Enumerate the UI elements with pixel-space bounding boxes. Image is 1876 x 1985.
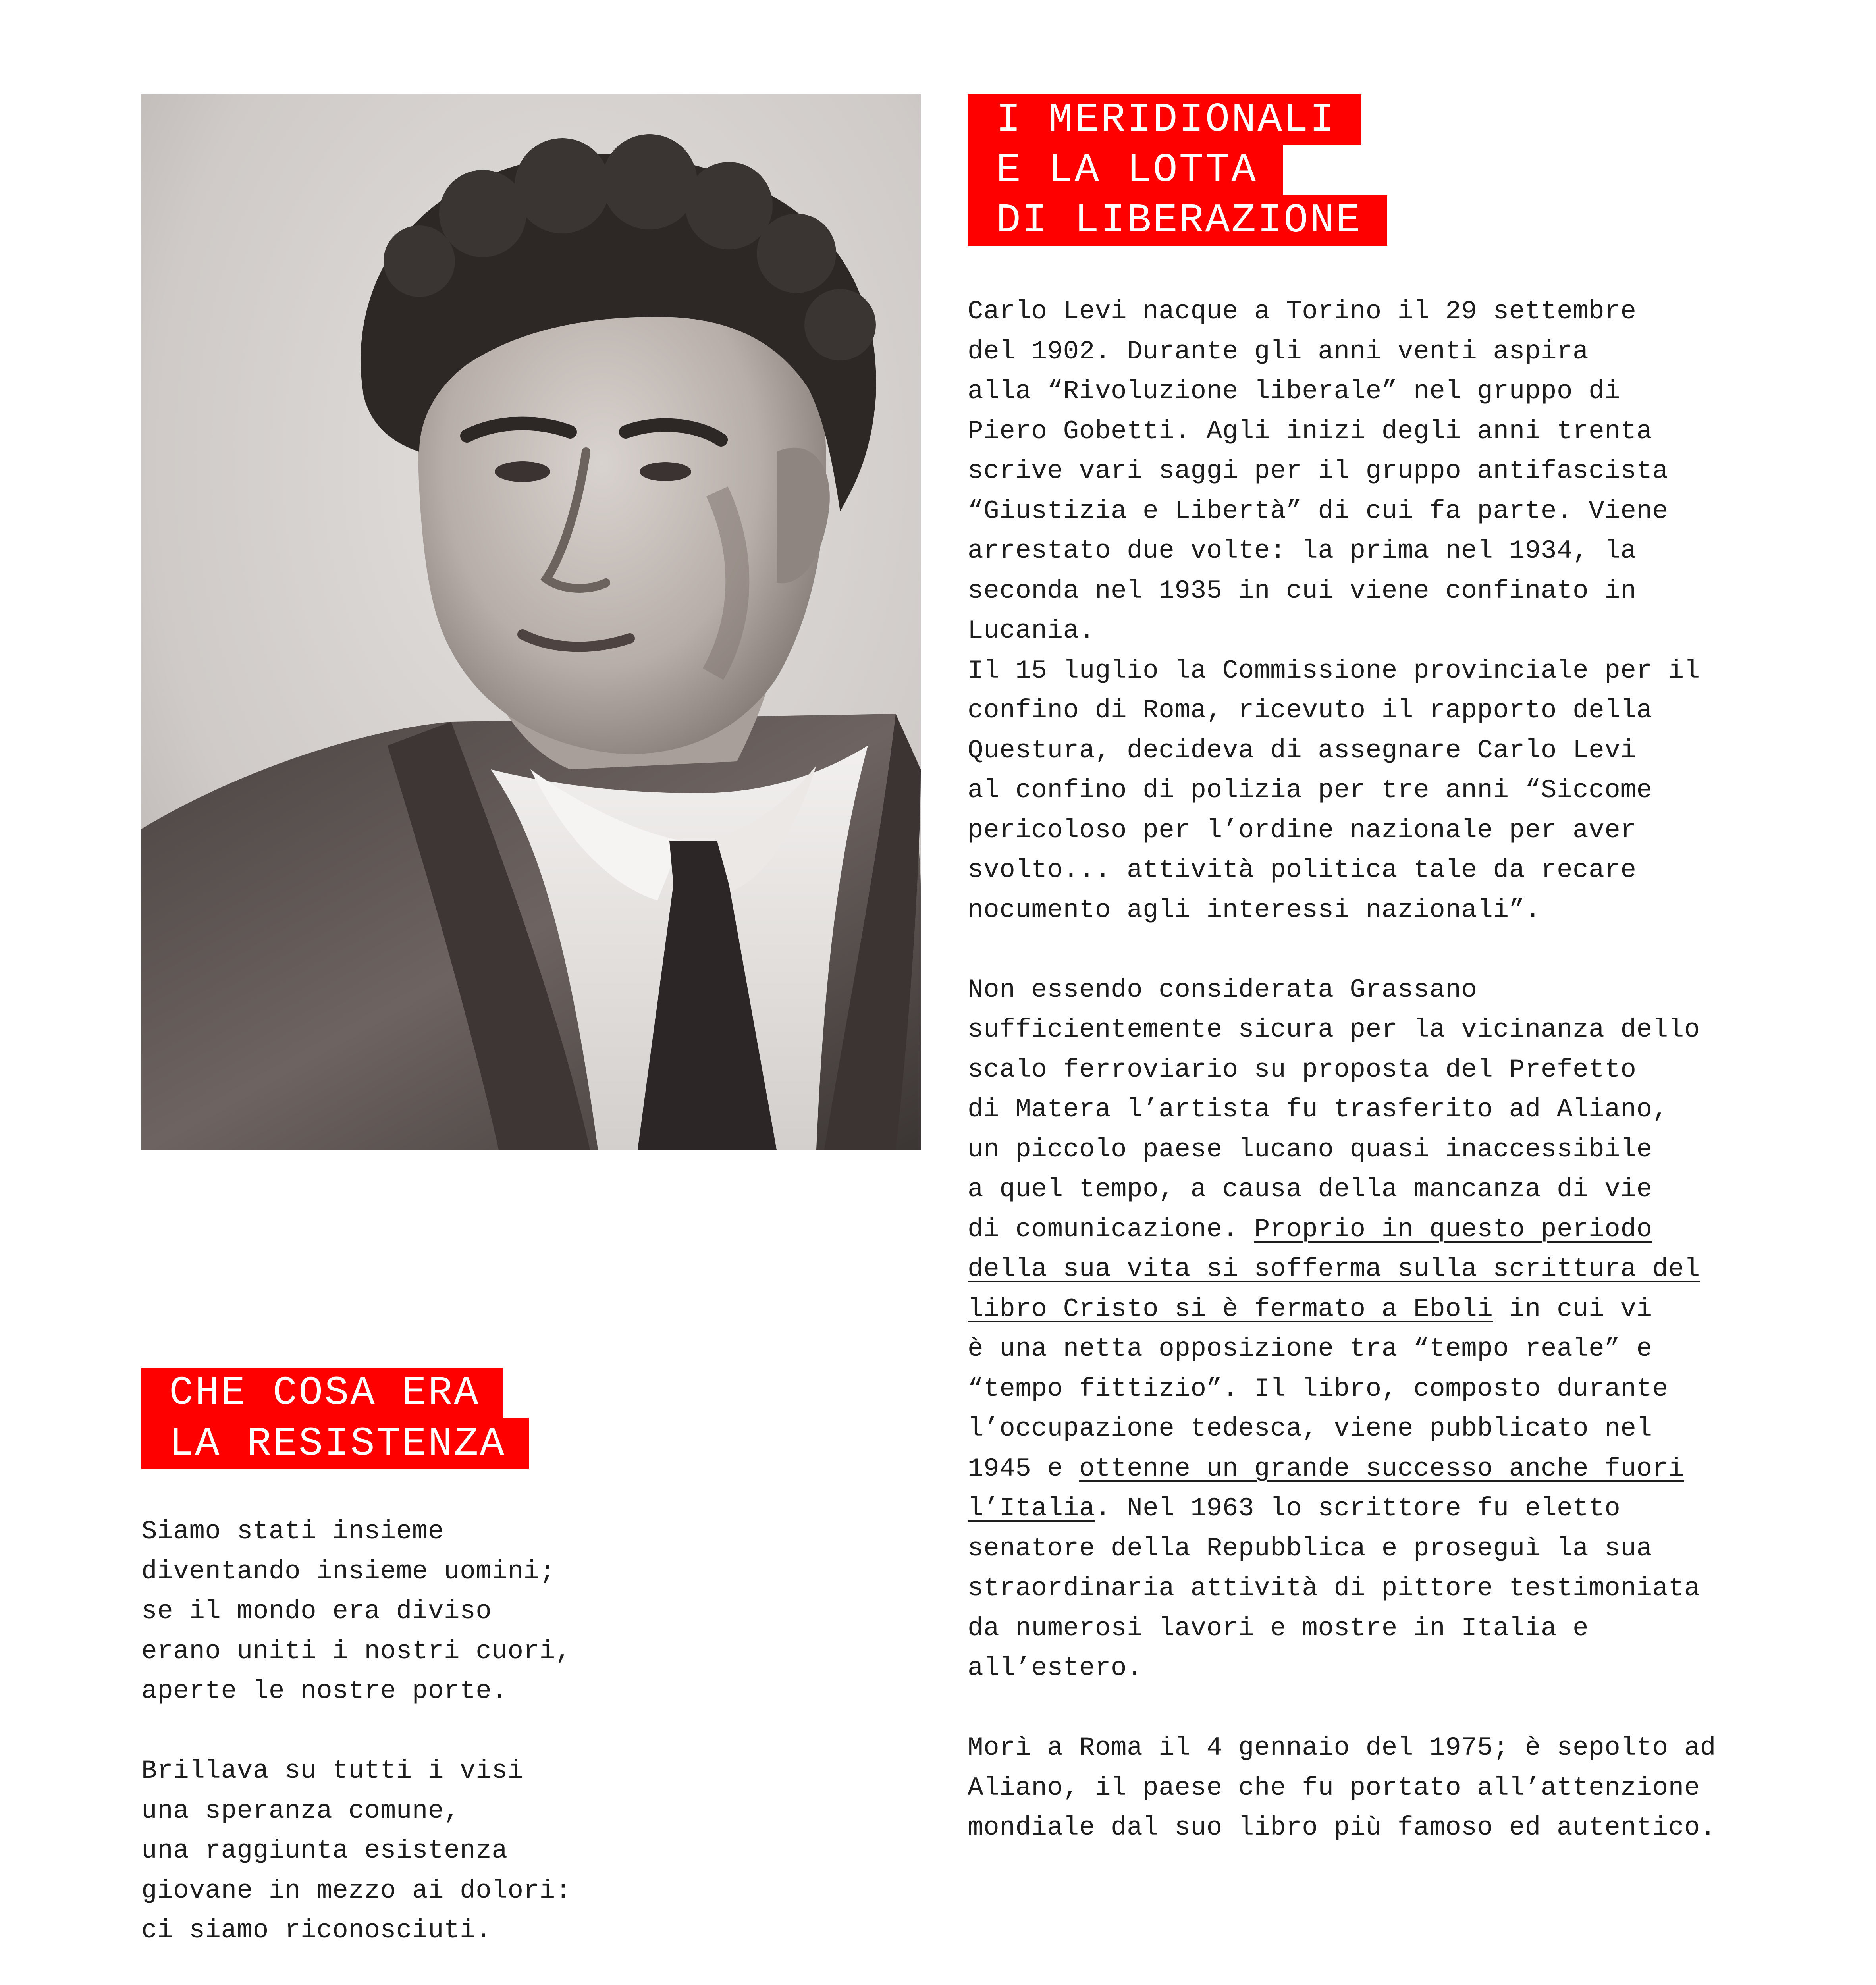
bio-text: in cui vi [1493,1294,1652,1324]
bio-line: Morì a Roma il 4 gennaio del 1975; è sepolto ad [968,1733,1716,1763]
paragraph-gap [968,930,1833,970]
bio-text: 1945 e [968,1453,1079,1484]
poem-line: giovane in mezzo ai dolori: [141,1875,571,1906]
bio-text: . Nel 1963 lo scrittore fu eletto [1095,1494,1621,1523]
bio-line: a quel tempo, a causa della mancanza di vie [968,1174,1652,1204]
bio-line: è una netta opposizione tra “tempo reale” e [968,1334,1652,1364]
biography-text [968,292,1833,1848]
main-title-line-2: E LA LOTTA [968,145,1283,195]
bio-text: di comunicazione. [968,1214,1254,1244]
poem-line: se il mondo era diviso [141,1596,492,1626]
poem-line: Siamo stati insieme [141,1517,444,1546]
bio-line [968,1489,1833,1529]
bio-line: svolto... attività politica tale da recare [968,855,1637,885]
bio-line: Questura, decideva di assegnare Carlo Levi [968,735,1637,765]
main-title-line-1: I MERIDIONALI [968,94,1361,145]
bio-line [968,1449,1833,1489]
bio-line: pericoloso per l’ordine nazionale per aver [968,815,1637,845]
bio-line: “Giustizia e Libertà” di cui fa parte. Viene [968,496,1668,526]
underlined-text: Proprio in questo periodo [1254,1214,1652,1244]
main-title-line-3: DI LIBERAZIONE [968,195,1387,246]
bio-line: “tempo fittizio”. Il libro, composto durante [968,1374,1668,1404]
bio-line: seconda nel 1935 in cui viene confinato in [968,576,1637,606]
bio-line [968,1249,1833,1289]
bio-line: Lucania. [968,616,1095,646]
underlined-text: ottenne un grande successo anche fuori [1079,1453,1684,1484]
poem-line: ci siamo riconosciuti. [141,1916,492,1945]
bio-line: Carlo Levi nacque a Torino il 29 settembre [968,297,1637,326]
bio-line: del 1902. Durante gli anni venti aspira [968,336,1589,366]
bio-line: scrive vari saggi per il gruppo antifascista [968,456,1668,486]
poem-line: una raggiunta esistenza [141,1836,508,1866]
poem-title [141,1368,529,1469]
bio-line: Piero Gobetti. Agli inizi degli anni trenta [968,416,1652,446]
bio-line: mondiale dal suo libro più famoso ed autentico. [968,1813,1716,1842]
bio-line: Il 15 luglio la Commissione provinciale per il [968,655,1700,686]
underlined-text: l’Italia [968,1494,1095,1523]
underlined-text: della sua vita si sofferma sulla scrittura del [968,1254,1700,1284]
bio-line: straordinaria attività di pittore testimoniata [968,1573,1700,1603]
poem-title-line-2: LA RESISTENZA [141,1418,529,1469]
bio-line: alla “Rivoluzione liberale” nel gruppo di [968,376,1621,406]
poem [141,1512,737,1985]
poem-line: una speranza comune, [141,1796,460,1826]
bio-line: confino di Roma, ricevuto il rapporto della [968,696,1652,725]
paragraph-gap [968,1688,1833,1729]
portrait-illustration [141,94,921,1150]
bio-line: scalo ferroviario su proposta del Prefetto [968,1054,1637,1085]
bio-line: senatore della Repubblica e proseguì la sua [968,1533,1652,1563]
bio-line: arrestato due volte: la prima nel 1934, la [968,536,1637,566]
poem-line: erano uniti i nostri cuori, [141,1636,571,1666]
underlined-book-title: libro Cristo si è fermato a Eboli [968,1294,1493,1324]
portrait-photo [141,94,921,1150]
bio-line [968,1210,1833,1250]
bio-line: l’occupazione tedesca, viene pubblicato nel [968,1414,1652,1443]
poem-line: aperte le nostre porte. [141,1676,508,1706]
bio-line: al confino di polizia per tre anni “Siccome [968,775,1652,805]
bio-line: un piccolo paese lucano quasi inaccessibile [968,1134,1652,1164]
stanza-gap [141,1711,737,1752]
bio-line: da numerosi lavori e mostre in Italia e [968,1613,1589,1643]
poem-title-line-1: CHE COSA ERA [141,1368,503,1418]
bio-line: Non essendo considerata Grassano [968,975,1477,1005]
stanza-gap [141,1951,737,1985]
bio-line [968,1289,1833,1330]
bio-line: di Matera l’artista fu trasferito ad Aliano, [968,1095,1668,1124]
poem-line: Brillava su tutti i visi [141,1756,524,1786]
bio-line: Aliano, il paese che fu portato all’attenzione [968,1773,1700,1803]
bio-line: all’estero. [968,1653,1143,1683]
main-title [968,94,1387,246]
bio-line: nocumento agli interessi nazionali”. [968,895,1541,925]
poem-line: diventando insieme uomini; [141,1556,555,1586]
bio-line: sufficientemente sicura per la vicinanza dello [968,1015,1700,1045]
